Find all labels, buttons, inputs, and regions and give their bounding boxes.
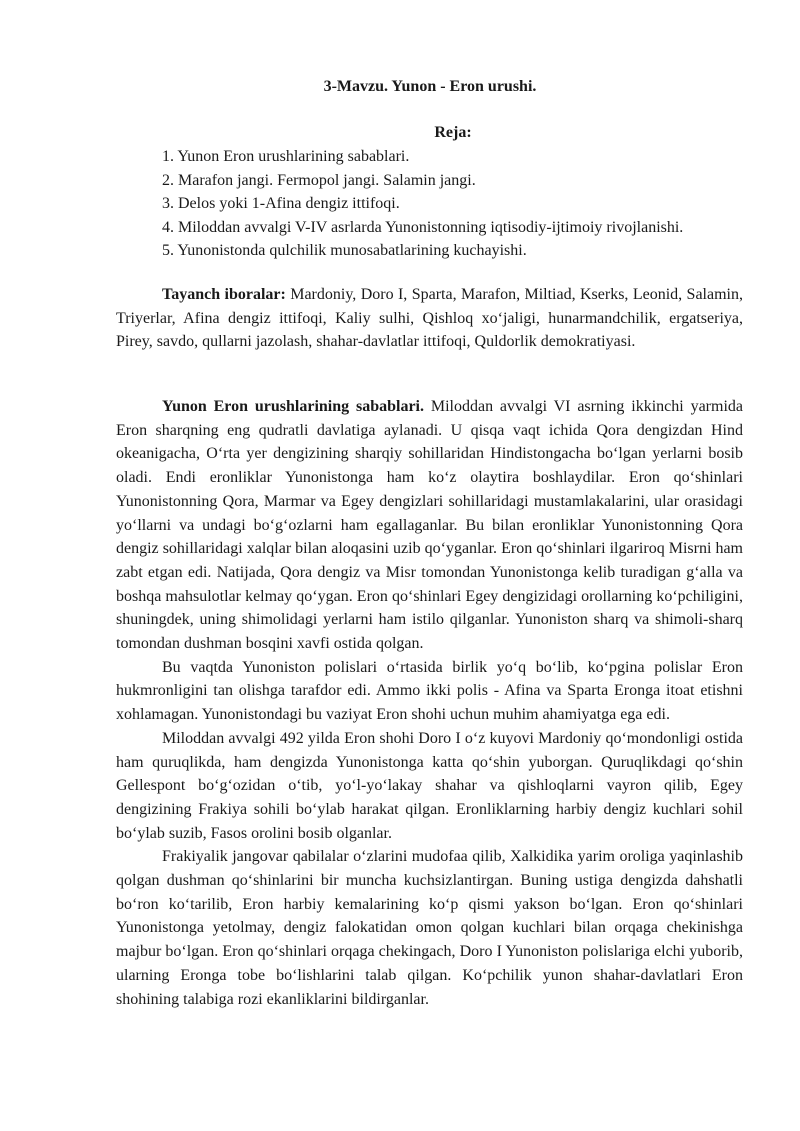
plan-list — [162, 145, 762, 263]
page-title: 3-Mavzu. Yunon - Eron urushi. — [323, 78, 537, 95]
section-paragraph-2: Bu vaqtda Yunoniston polislari o‘rtasida birlik yo‘q bo‘lib, ko‘pgina polislar Eron hukmronligini tan olishga tarafdor edi. Ammo ikki polis - Afina va Sparta Eronga itoat etishni xohlamagan. Yunonistondagi bu vaziyat Eron shohi uchun muhim ahamiyatga ega edi. — [116, 658, 743, 724]
key-terms-block — [116, 283, 743, 354]
plan-item: 2. Marafon jangi. Fermopol jangi. Salamin jangi. — [162, 171, 476, 189]
plan-item: 5. Yunonistonda qulchilik munosabatlarining kuchayishi. — [162, 242, 527, 260]
section-heading: Yunon Eron urushlarining sabablari. — [162, 398, 424, 415]
key-terms-paragraph — [116, 283, 743, 354]
plan-item: 3. Delos yoki 1-Afina dengiz ittifoqi. — [162, 195, 400, 213]
section-paragraph-1 — [116, 395, 743, 656]
plan-item: 1. Yunon Eron urushlarining sabablari. — [162, 148, 410, 165]
key-terms-text: Mardoniy, Doro I, Sparta, Marafon, Miltiad, Kserks, Leonid, Salamin, Triyerlar, Afina dengiz ittifoqi, Kaliy sulhi, Qishloq xo‘jaligi, hunarmandchilik, ergatseriya, Pirey, savdo, qullarni jazolash, shahar-davlatlar ittifoqi, Quldorlik demokratiyasi. — [116, 286, 743, 351]
section-paragraph-4: Frakiyalik jangovar qabilalar o‘zlarini mudofaa qilib, Xalkidika yarim oroliga yaqinlashib qolgan dushman qo‘shinlarini bir muncha kuchsizlantirgan. Buning ustiga dengizda dahshatli bo‘ron ko‘tarilib, Eron harbiy kemalarining ko‘p qismi yakson bo‘lgan. Eron qo‘shinlari Yunonistonga yetolmay, dengiz falokatidan omon qolgan kuchlari bilan orqaga chekinishga majbur bo‘lgan. Eron qo‘shinlari orqaga chekingach, Doro I Yunoniston polislariga elchi yuborib, ularning Eronga tobe bo‘lishlarini talab qilgan. Ko‘pchilik yunon shahar-davlatlari Eron shohining talabiga rozi ekanliklarini bildirganlar. — [116, 848, 743, 1008]
paragraph-text: Miloddan avvalgi VI asrning ikkinchi yarmida Eron sharqning eng qudratli davlatiga aylanadi. U qisqa vaqt ichida Qora dengizdan Hind okeanigacha, O‘rta yer dengizining sharqiy sohillaridan Hindistongacha bo‘lgan yerlarni bosib oladi. Endi eronliklar Yunonistonga ham ko‘z olaytira boshlaydilar. Eron qo‘shinlari Yunonistonning Qora, Marmar va Egey dengizlari sohillaridagi mustamlakalarini, ular orasidagi yo‘llarni va undagi bo‘g‘ozlarni ham egallaganlar. Bu bilan eronliklar Yunonistonning Qora dengiz sohillaridagi xalqlar bilan aloqasini uzib qo‘yganlar. Eron qo‘shinlari ilgariroq Misrni ham zabt etgan edi. Natijada, Qora dengiz va Misr tomondan Yunonistonga kelib turadigan g‘alla va boshqa mahsulotlar kelmay qo‘ygan. Eron qo‘shinlari Egey dengizidagi orollarning ko‘pchiligini, shuningdek, uning shimolidagi yerlarni ham istilo qilganlar. Yunoniston sharq va shimoli-sharq tomondan dushman bosqini xavfi ostida qolgan. — [116, 398, 743, 653]
section-paragraph-3: Miloddan avvalgi 492 yilda Eron shohi Doro I o‘z kuyovi Mardoniy qo‘mondonligi ostida ham quruqlikda, ham dengizda Yunonistonga katta qo‘shin yuborgan. Quruqlikdagi qo‘shin Gellespont bo‘g‘ozidan o‘tib, yo‘l-yo‘lakay shahar va qishloqlarni vayron qilib, Egey dengizining Frakiya sohili bo‘ylab harakat qilgan. Eronliklarning harbiy dengiz kuchlari sohil bo‘ylab suzib, Fasos orolini bosib olganlar. — [116, 729, 743, 842]
plan-heading: Reja: — [434, 124, 472, 141]
section-body — [116, 395, 743, 1011]
key-terms-label: Tayanch iboralar: — [162, 286, 286, 303]
plan-item: 4. Miloddan avvalgi V-IV asrlarda Yunonistonning iqtisodiy-ijtimoiy rivojlanishi. — [162, 218, 684, 236]
